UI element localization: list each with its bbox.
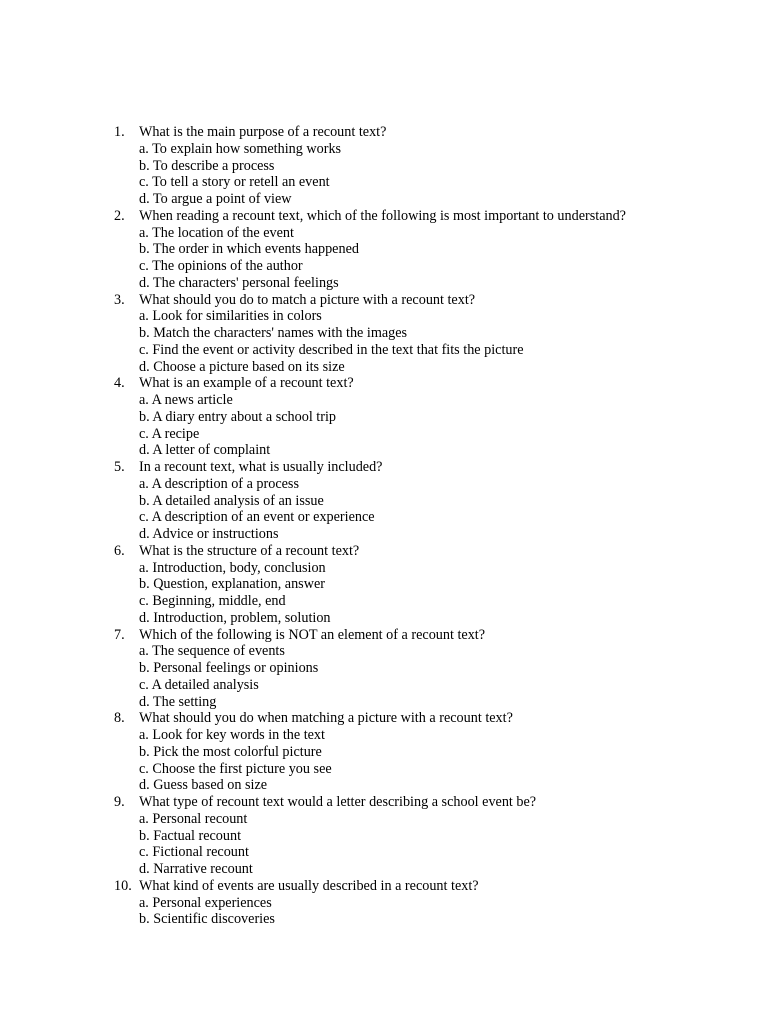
answer-options	[114, 141, 714, 208]
question-line	[114, 124, 714, 141]
question-6	[114, 543, 714, 627]
answer-options	[114, 308, 714, 375]
answer-option: c. Beginning, middle, end	[139, 593, 286, 609]
answer-option: a. Personal experiences	[139, 894, 272, 911]
answer-options	[114, 225, 714, 292]
answer-options	[114, 560, 714, 627]
question-3	[114, 292, 714, 376]
question-line	[114, 710, 714, 727]
question-line	[114, 375, 714, 392]
answer-option: d. Introduction, problem, solution	[139, 609, 331, 626]
question-line	[114, 627, 714, 644]
answer-option: b. A detailed analysis of an issue	[139, 492, 324, 509]
answer-option: c. To tell a story or retell an event	[139, 174, 330, 191]
answer-option: c. The opinions of the author	[139, 258, 303, 274]
answer-option: d. The characters' personal feelings	[139, 274, 339, 291]
answer-option: b. Factual recount	[139, 827, 242, 844]
question-text: What is the main purpose of a recount text?	[139, 124, 387, 140]
question-number: 9.	[114, 794, 125, 810]
question-text: Which of the following is NOT an element of a recount text?	[139, 626, 486, 643]
answer-options	[114, 476, 714, 543]
answer-option: a. The location of the event	[139, 224, 294, 241]
answer-option: d. Guess based on size	[139, 777, 268, 794]
answer-option: b. Personal feelings or opinions	[139, 660, 319, 676]
answer-option: d. Narrative recount	[139, 861, 253, 877]
answer-options	[114, 811, 714, 878]
question-line	[114, 459, 714, 476]
answer-option: c. A description of an event or experience	[139, 509, 375, 526]
answer-option: b. To describe a process	[139, 157, 275, 174]
answer-option: d. To argue a point of view	[139, 191, 292, 207]
question-line	[114, 794, 714, 811]
answer-option: c. Choose the first picture you see	[139, 760, 332, 777]
answer-option: c. A recipe	[139, 425, 200, 442]
question-text: What kind of events are usually described in a recount text?	[139, 877, 479, 894]
question-8	[114, 710, 714, 794]
answer-option: a. Look for similarities in colors	[139, 308, 322, 325]
question-number: 5.	[114, 459, 125, 475]
answer-option: c. A detailed analysis	[139, 676, 259, 693]
question-7	[114, 627, 714, 711]
question-text: In a recount text, what is usually included?	[139, 459, 383, 475]
answer-option: a. Look for key words in the text	[139, 727, 325, 743]
answer-option: b. Question, explanation, answer	[139, 576, 325, 593]
question-1	[114, 124, 714, 208]
question-text: What is an example of a recount text?	[139, 375, 354, 392]
question-9	[114, 794, 714, 878]
answer-option: d. Choose a picture based on its size	[139, 358, 345, 375]
answer-option: d. Advice or instructions	[139, 526, 279, 542]
question-line	[114, 208, 714, 225]
answer-option: b. Match the characters' names with the images	[139, 325, 408, 341]
question-number: 6.	[114, 542, 125, 559]
question-text: What should you do to match a picture with a recount text?	[139, 291, 476, 308]
question-number: 8.	[114, 710, 125, 727]
answer-option: a. To explain how something works	[139, 140, 342, 157]
answer-option: d. The setting	[139, 693, 217, 710]
answer-option: a. A description of a process	[139, 475, 299, 492]
answer-option: b. Scientific discoveries	[139, 911, 275, 928]
question-number: 3.	[114, 291, 125, 308]
answer-option: a. A news article	[139, 392, 233, 408]
answer-options	[114, 895, 714, 929]
question-5	[114, 459, 714, 543]
question-line	[114, 878, 714, 895]
answer-option: a. Introduction, body, conclusion	[139, 559, 326, 576]
answer-options	[114, 727, 714, 794]
question-4	[114, 375, 714, 459]
question-number: 7.	[114, 626, 125, 643]
question-line	[114, 292, 714, 309]
question-number: 4.	[114, 375, 125, 392]
question-10	[114, 878, 714, 928]
answer-option: b. Pick the most colorful picture	[139, 743, 322, 760]
question-2	[114, 208, 714, 292]
question-text: What type of recount text would a letter describing a school event be?	[139, 794, 537, 810]
question-line	[114, 543, 714, 560]
question-number: 2.	[114, 207, 125, 224]
question-list	[114, 124, 714, 928]
answer-options	[114, 643, 714, 710]
answer-option: c. Find the event or activity described in the text that fits the picture	[139, 341, 524, 358]
answer-option: b. The order in which events happened	[139, 241, 359, 258]
answer-option: b. A diary entry about a school trip	[139, 408, 337, 425]
answer-options	[114, 392, 714, 459]
question-text: What should you do when matching a picture with a recount text?	[139, 710, 513, 727]
answer-option: a. The sequence of events	[139, 643, 285, 660]
question-text: What is the structure of a recount text?	[139, 542, 360, 559]
question-number: 1.	[114, 124, 125, 140]
answer-option: a. Personal recount	[139, 810, 248, 827]
question-text: When reading a recount text, which of the following is most important to understand?	[139, 207, 626, 224]
question-number: 10.	[114, 877, 132, 894]
answer-option: d. A letter of complaint	[139, 442, 271, 459]
answer-option: c. Fictional recount	[139, 844, 249, 861]
